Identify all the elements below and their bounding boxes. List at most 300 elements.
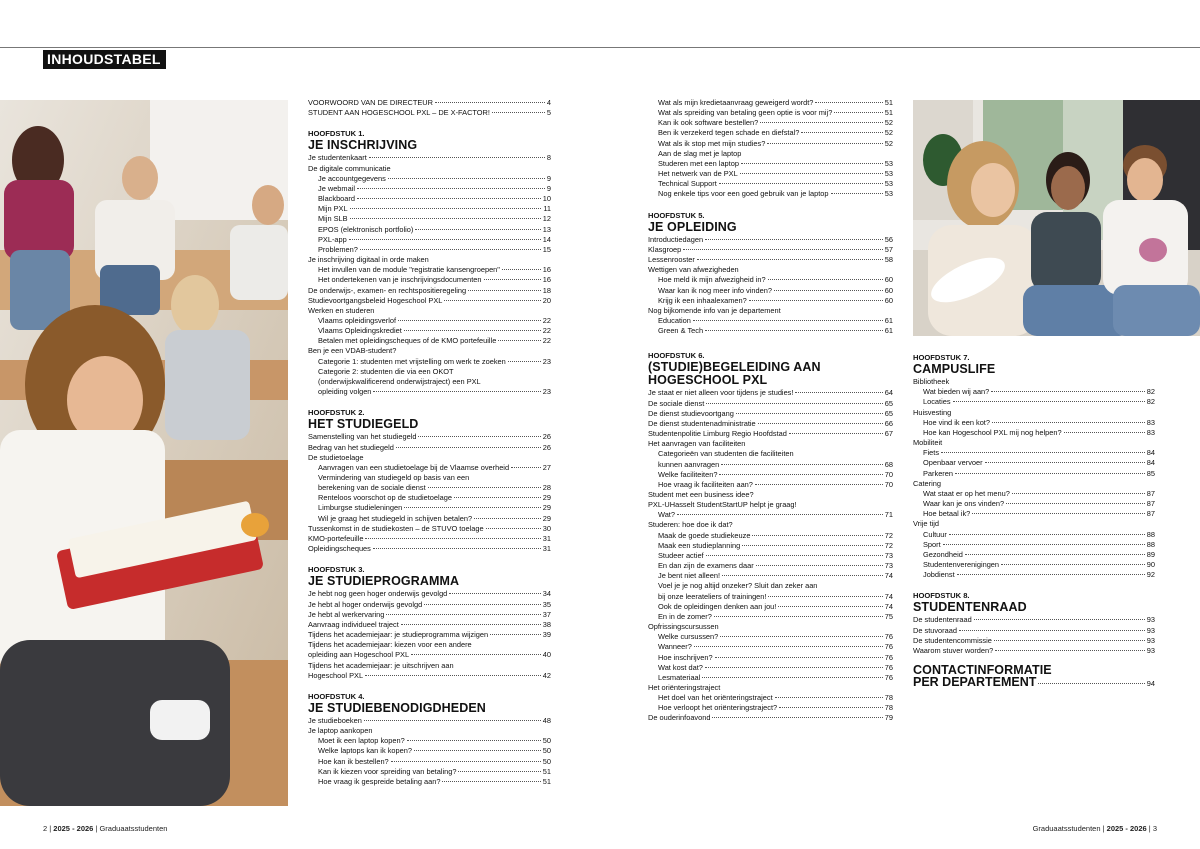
chapter-label: HOOFDSTUK 6. [648,351,705,361]
toc-entry [308,296,551,306]
dot-leader [953,401,1145,402]
page-number: 93 [1146,635,1155,645]
entry-title: Renteloos voorschot op de studietoelage [318,493,452,503]
dot-leader [974,619,1145,620]
dot-leader [972,513,1145,514]
entry-title: Technical Support [658,179,717,189]
toc-entry [308,214,551,224]
dot-leader [350,208,542,209]
page-number: 88 [1146,529,1155,539]
entry-title: Nog enkele tips voor een goed gebruik van je laptop [658,189,829,199]
dot-leader [360,249,541,250]
toc-entry [648,128,893,138]
toc-entry [648,592,893,602]
entry-title: Locaties [923,397,951,407]
page-number: 48 [542,715,551,725]
dot-leader [749,300,883,301]
toc-entry [648,159,893,169]
page-number: 15 [542,244,551,254]
entry-title: Maak de goede studiekeuze [658,530,751,540]
chapter-title: STUDENTENRAAD [913,600,1027,615]
entry-title: Studievoortgangsbeleid Hogeschool PXL [308,295,443,305]
dot-leader [768,596,882,597]
dot-leader [396,447,541,448]
entry-title: Betalen met opleidingscheques of de KMO portefeuille [318,336,497,346]
entry-title: Wil je graag het studiegeld in schijven betalen? [318,513,473,523]
entry-title: De ouderinfoavond [648,713,711,723]
dot-leader [1001,564,1145,565]
toc-entry [308,736,551,746]
dot-leader [992,422,1145,423]
toc-entry [913,499,1155,509]
dot-leader [415,229,540,230]
page-number: 37 [542,609,551,619]
dot-leader [404,507,541,508]
entry-title: Green & Tech [658,326,704,336]
entry-title: Education [658,315,691,325]
dot-leader [705,239,883,240]
page-number: 30 [542,523,551,533]
toc-entry [913,428,1155,438]
entry-title: Categorie 1: studenten met vrijstelling om werk te zoeken [318,356,506,366]
dot-leader [484,279,541,280]
dot-leader [508,361,541,362]
entry-title: Je studieboeken [308,715,362,725]
entry-title: Het invullen van de module "registratie kansengroepen" [318,265,500,275]
page-number: 93 [1146,625,1155,635]
toc-entry [308,524,551,534]
page-number: 53 [884,169,893,179]
entry-title: Je hebt al werkervaring [308,609,385,619]
entry-title: Wat bieden wij aan? [923,387,990,397]
toc-entry [648,326,893,336]
page-number: 38 [542,619,551,629]
page-number: 40 [542,650,551,660]
toc-intro [308,98,551,118]
entry-title: Je staat er niet alleen voor tijdens je studies! [648,388,794,398]
chapter-title-line: (STUDIE)BEGELEIDING AAN [648,360,821,375]
page-number: 72 [884,530,893,540]
entry-title: STUDENT AAN HOGESCHOOL PXL – DE X-FACTOR! [308,108,490,118]
page-number: 9 [546,173,551,183]
dot-leader [369,157,545,158]
toc-entry [308,589,551,599]
dot-leader [468,290,541,291]
page-number: 52 [884,118,893,128]
dot-leader [741,163,883,164]
contact-section [913,664,1155,689]
page-number: 52 [884,138,893,148]
dot-leader [941,452,1145,453]
page-number: 56 [884,234,893,244]
toc-entry [648,653,893,663]
toc-entry [913,550,1155,560]
dot-leader [740,173,883,174]
toc-entry [648,419,893,429]
chapter-title-line: HOGESCHOOL PXL [648,373,768,388]
page-number: 67 [884,429,893,439]
page-number: 14 [542,234,551,244]
entry-title: De dienst studentenadministratie [648,418,756,428]
toc-entry [648,189,893,199]
toc-section-heading: Ben je een VDAB-student? [308,346,397,356]
entry-title: kunnen aanvragen [658,459,720,469]
toc-entry [308,534,551,544]
entry-title: Hoe betaal ik? [923,509,971,519]
dot-leader [779,707,883,708]
entry-title: bij onze leerateliers of trainingen! [658,591,767,601]
toc-entry [308,108,551,118]
toc-entry [308,326,551,336]
entry-title: Blackboard [318,194,355,204]
entry-title: Het ondertekenen van je inschrijvingsdocumenten [318,275,482,285]
footer-label: Graduaatsstudenten [99,824,168,833]
toc-column-3 [913,342,1155,689]
page-number: 16 [542,265,551,275]
toc-entry [648,571,893,581]
toc-entry [648,139,893,149]
page-number: 78 [884,703,893,713]
page-number: 4 [546,98,551,107]
dot-leader [949,534,1145,535]
dot-leader [404,330,541,331]
toc-entry [308,746,551,756]
page-number: 93 [1146,615,1155,625]
toc-entry [648,286,893,296]
page-number: 29 [542,513,551,523]
toc-section-heading: Vrije tijd [913,519,940,529]
page-number: 58 [884,255,893,265]
dot-leader [458,771,540,772]
toc-entry [913,540,1155,550]
entry-title: Hogeschool PXL [308,670,364,680]
chapter-label: HOOFDSTUK 8. [913,591,970,601]
entry-title: Hoe meld ik mijn afwezigheid in? [658,275,766,285]
entry-title: De stuvoraad [913,625,957,635]
page-number: 60 [884,275,893,285]
dot-leader [778,606,882,607]
page-number: 53 [884,179,893,189]
entry-title: Krijg ik een inhaalexamen? [658,295,747,305]
entry-title: Studeren met een laptop [658,158,739,168]
dot-leader [955,473,1145,474]
dot-leader [715,657,883,658]
dot-leader [706,555,883,556]
entry-title: En dan zijn de examens daar [658,561,754,571]
chapter-label: HOOFDSTUK 2. [308,408,365,418]
entry-title: Wat als mijn kredietaanvraag geweigerd wordt? [658,98,814,107]
page-number: 23 [542,356,551,366]
page-number: 76 [884,652,893,662]
toc-section-heading: Studeren: hoe doe ik dat? [648,520,733,530]
entry-title: Studentenpolitie Limburg Regio Hoofdstad [648,429,787,439]
page-number: 8 [546,153,551,163]
page-number: 74 [884,601,893,611]
chapter-5 [648,211,893,337]
toc-entry [308,357,551,367]
entry-title: Je studentenkaart [308,153,367,163]
toc-entry [308,286,551,296]
toc-section-heading: De studietoelage [308,452,364,462]
toc-entry [913,397,1155,407]
entry-title: Mijn PXL [318,204,348,214]
toc-entry [648,673,893,683]
toc-section-heading: Student met een business idee? [648,490,754,499]
page-number: 73 [884,561,893,571]
chapter-label: HOOFDSTUK 4. [308,691,365,701]
entry-title: berekening van de sociale dienst [318,483,426,493]
page-number: 73 [884,550,893,560]
entry-title: Mijn SLB [318,214,348,224]
dot-leader [719,183,883,184]
entry-title: Wat kost dat? [658,662,703,672]
page-number: 76 [884,632,893,642]
dot-leader [388,178,545,179]
dot-leader [752,535,882,536]
toc-entry [648,602,893,612]
entry-title: Jobdienst [923,570,955,580]
toc-entry [648,541,893,551]
entry-title: Je hebt al hoger onderwijs gevolgd [308,599,423,609]
dot-leader [943,544,1145,545]
entry-title: Je bent niet alleen! [658,571,721,581]
footer-page-number: 3 [1152,824,1157,833]
chapter-label: HOOFDSTUK 3. [308,565,365,575]
page-number: 87 [1146,488,1155,498]
entry-title: Je webmail [318,183,355,193]
dot-leader [705,330,883,331]
toc-entry [308,443,551,453]
entry-title: Moet ik een laptop kopen? [318,736,405,746]
toc-section-heading: De digitale communicatie [308,163,391,173]
dot-leader [693,320,883,321]
page-number: 76 [884,662,893,672]
dot-leader [1064,432,1145,433]
toc-entry [913,418,1155,428]
entry-title: De studentenraad [913,615,972,625]
dot-leader [705,667,883,668]
top-rule [0,47,1200,48]
toc-entry [913,458,1155,468]
dot-leader [712,717,882,718]
footer-year: 2025 - 2026 [53,824,94,833]
toc-entry [648,169,893,179]
chapter-label: HOOFDSTUK 7. [913,353,970,362]
dot-leader [959,630,1145,631]
toc-entry [308,600,551,610]
entry-title: Lessenrooster [648,255,695,265]
toc-entry [648,632,893,642]
dot-leader [364,720,541,721]
page-number: 70 [884,479,893,489]
toc-section-heading: Wettigen van afwezigheden [648,265,739,275]
toc-entry [913,489,1155,499]
students-talking-photo [913,100,1200,336]
footer-year: 2025 - 2026 [1106,824,1147,833]
page-number: 51 [884,98,893,107]
page-number: 84 [1146,448,1155,458]
footer-right: Graduaatsstudenten | 2025 - 2026 | 3 [1032,824,1157,833]
entry-title: Tijdens het academiejaar: je studieprogramma wijzigen [308,630,489,640]
entry-title: Waar kan ik nog meer info vinden? [658,285,772,295]
page-number: 29 [542,503,551,513]
toc-entry [648,703,893,713]
entry-title: De studentencommissie [913,635,992,645]
dot-leader [391,761,541,762]
page-number: 92 [1146,570,1155,580]
toc-section-heading: Catering [913,478,941,488]
toc-entry [648,108,893,118]
toc-entry [308,777,551,787]
page-number: 53 [884,189,893,199]
chapter-title: JE OPLEIDING [648,219,737,234]
dot-leader [398,320,541,321]
toc-entry [648,98,893,108]
page-number: 35 [542,599,551,609]
page-number: 75 [884,611,893,621]
toc-section-heading: Nog bijkomende info van je departement [648,305,781,315]
toc-entry [648,255,893,265]
toc-entry [913,646,1155,656]
dot-leader [373,548,541,549]
toc-entry [308,514,551,524]
contact-entry [913,677,1155,689]
toc-entry [648,612,893,622]
toc-entry [913,560,1155,570]
entry-title: Studentenverenigingen [923,559,1000,569]
entry-title: Maak een studieplanning [658,540,741,550]
toc-section-heading: Bibliotheek [913,377,950,387]
toc-entry [308,767,551,777]
toc-entry [308,316,551,326]
entry-title: De onderwijs-, examen- en rechtspositieregeling [308,285,467,295]
toc-entry [308,463,551,473]
entry-title: Lesmateriaal [658,672,701,682]
chapter-title: HET STUDIEGELD [308,417,419,432]
page-number: 51 [884,108,893,118]
toc-entry [308,544,551,554]
chapter-4 [308,692,551,787]
page-number: 93 [1146,645,1155,655]
dot-leader [365,675,541,676]
page-number: 31 [542,533,551,543]
toc-entry [648,551,893,561]
entry-title: Wat als spreiding van betaling geen optie is voor mij? [658,108,833,118]
toc-entry [308,650,551,660]
page-number: 70 [884,469,893,479]
chapter-title: JE STUDIEPROGRAMMA [308,574,460,589]
toc-entry [913,509,1155,519]
toc-section-heading: Je laptop aankopen [308,726,373,736]
toc-section-heading: Opfrissingscursussen [648,622,719,632]
page-number: 26 [542,442,551,452]
entry-title: Aanvraag individueel traject [308,619,399,629]
chapter-4-continued [648,98,893,200]
page-number: 78 [884,693,893,703]
page-number: 11 [543,204,551,214]
dot-leader [418,436,540,437]
toc-entry [648,245,893,255]
toc-entry [648,531,893,541]
toc-entry [308,225,551,235]
entry-title: Wanneer? [658,642,692,652]
entry-title: Problemen? [318,244,358,254]
entry-title: Limburgse studieleningen [318,503,403,513]
students-reading-photo [0,100,288,806]
entry-title: Studeer actief [658,550,704,560]
entry-title: Ook de opleidingen denken aan jou! [658,601,777,611]
toc-entry [308,174,551,184]
toc-entry [648,561,893,571]
page-number: 87 [1146,499,1155,509]
toc-entry [648,470,893,480]
dot-leader [486,528,541,529]
dot-leader [428,487,541,488]
dot-leader [768,279,883,280]
toc-section-heading: Tijdens het academiejaar: kiezen voor een andere [308,640,472,650]
toc-column-2 [648,98,893,724]
toc-entry [308,620,551,630]
page-number: 79 [884,713,893,723]
entry-title: Hoe verloopt het oriënteringstraject? [658,703,778,713]
toc-entry [308,204,551,214]
dot-leader [756,565,883,566]
toc-entry [308,757,551,767]
entry-title: Hoe vraag ik faciliteiten aan? [658,479,753,489]
page-number: 64 [884,388,893,398]
toc-column-1 [308,98,551,787]
dot-leader [1006,503,1145,504]
page-number: 83 [1146,427,1155,437]
entry-title: Wat? [658,510,675,520]
toc-entry [308,432,551,442]
entry-title: Klasgroep [648,244,682,254]
page-number: 51 [542,776,551,786]
dot-leader [774,290,883,291]
chapter-title: CAMPUSLIFE [913,362,996,377]
toc-entry [308,336,551,346]
toc-section-heading: Werken en studeren [308,305,375,315]
dot-leader [442,781,540,782]
entry-title: Bedrag van het studiegeld [308,442,394,452]
chapter-6 [648,351,893,723]
toc-entry [648,399,893,409]
toc-entry [913,570,1155,580]
page-number: 76 [884,642,893,652]
entry-title: Het doel van het oriënteringstraject [658,693,773,703]
dot-leader [492,112,545,113]
toc-section-heading: Vermindering van studiegeld op basis van een [318,473,470,482]
entry-title: Vlaams opleidingsverlof [318,315,397,325]
toc-entry [913,469,1155,479]
dot-leader [721,464,883,465]
toc-entry [308,671,551,681]
dot-leader [502,269,541,270]
dot-leader [424,604,541,605]
dot-leader [720,636,883,637]
page-number: 65 [884,408,893,418]
entry-title: Je hebt nog geen hoger onderwijs gevolgd [308,589,448,599]
entry-title: Hoe vraag ik gespreide betaling aan? [318,776,441,786]
page-number: 72 [884,540,893,550]
entry-title: De sociale dienst [648,398,705,408]
entry-title: Waarom stuver worden? [913,645,994,655]
toc-section-heading: Je inschrijving digitaal in orde maken [308,255,429,265]
dot-leader [401,624,541,625]
dot-leader [498,340,540,341]
dot-leader [683,249,882,250]
page-number: 50 [542,736,551,746]
